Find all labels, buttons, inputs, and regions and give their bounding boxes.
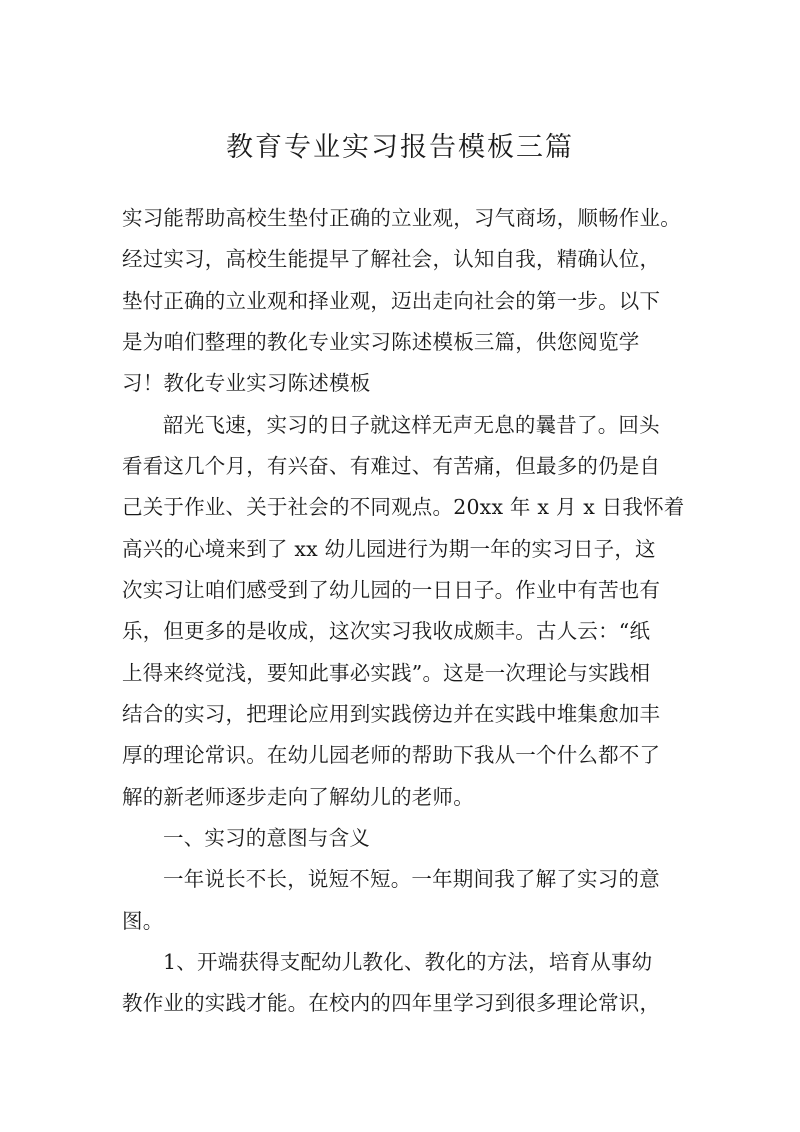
paragraph-line: 结合的实习，把理论应用到实践傍边并在实践中堆集愈加丰 <box>122 702 661 726</box>
paragraph-line: 一年说长不长，说短不短。一年期间我了解了实习的意 <box>163 867 660 891</box>
paragraph-line: 上得来终觉浅，要知此事必实践”。这是一次理论与实践相 <box>122 661 651 685</box>
paragraph-line: 看看这几个月，有兴奋、有难过、有苦痛，但最多的仍是自 <box>122 454 661 478</box>
document-title: 教育专业实习报告模板三篇 <box>226 132 574 163</box>
paragraph-line: 习！教化专业实习陈述模板 <box>122 371 371 395</box>
paragraph-line: 1、开端获得支配幼儿教化、教化的方法，培育从事幼 <box>163 950 653 974</box>
section-heading: 一、实习的意图与含义 <box>163 826 370 850</box>
paragraph-line: 是为咱们整理的教化专业实习陈述模板三篇，供您阅览学 <box>122 330 640 354</box>
paragraph-line: 图。 <box>122 909 164 933</box>
paragraph-line: 经过实习，高校生能提早了解社会，认知自我，精确认位， <box>122 247 661 271</box>
paragraph-line: 教作业的实践才能。在校内的四年里学习到很多理论常识， <box>122 991 661 1015</box>
paragraph-line: 乐，但更多的是收成，这次实习我收成颇丰。古人云：“纸 <box>122 619 651 643</box>
paragraph-line: 次实习让咱们感受到了幼儿园的一日日子。作业中有苦也有 <box>122 578 661 602</box>
paragraph-line: 解的新老师逐步走向了解幼儿的老师。 <box>122 785 474 809</box>
paragraph-line: 垫付正确的立业观和择业观，迈出走向社会的第一步。以下 <box>122 289 661 313</box>
paragraph-line: 高兴的心境来到了 xx 幼儿园进行为期一年的实习日子，这 <box>122 537 656 561</box>
paragraph-line: 韶光飞速，实习的日子就这样无声无息的曩昔了。回头 <box>163 413 660 437</box>
paragraph-line: 实习能帮助高校生垫付正确的立业观，习气商场，顺畅作业。 <box>122 206 681 230</box>
paragraph-line: 厚的理论常识。在幼儿园老师的帮助下我从一个什么都不了 <box>122 743 661 767</box>
paragraph-line: 己关于作业、关于社会的不同观点。20xx 年 x 月 x 日我怀着 <box>122 495 685 519</box>
